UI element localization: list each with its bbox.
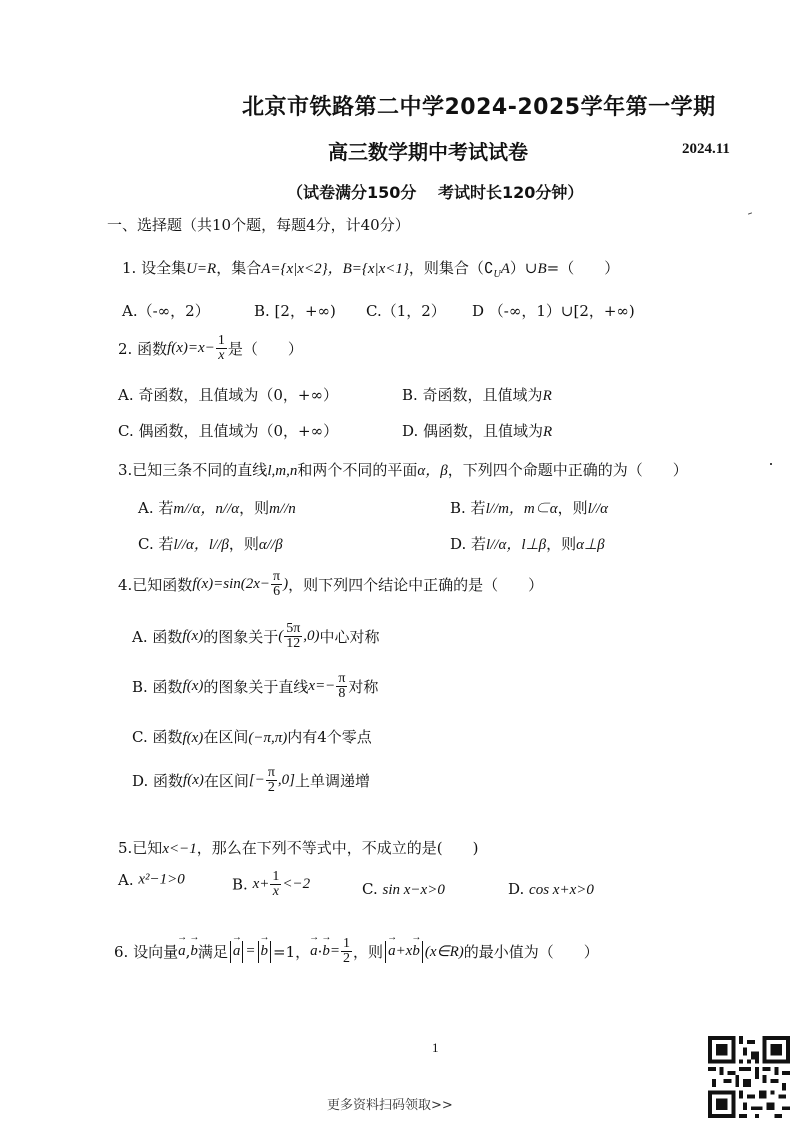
question-1-option-a: A.（-∞，2）: [122, 302, 210, 320]
question-4-option-a: A. 函数f(x)的图象关于( $\frac{5\pi}{12}$ ,0)中心对称: [132, 621, 380, 651]
question-5-option-c: C. sin x−x>0: [362, 880, 445, 898]
question-5-option-b: B. x+ $\frac{1}{x}$ <−2: [232, 869, 311, 899]
question-5-option-a: A. x²−1>0: [118, 871, 185, 889]
exam-info: （试卷满分150分 考试时长120分钟）: [287, 183, 584, 202]
question-2-stem: 2. 函数f(x)=x− $\frac{1}{x}$ 是（ ）: [118, 333, 303, 363]
question-2-option-a: A. 奇函数，且值域为（0，+∞）: [118, 386, 338, 404]
scan-speck: [770, 463, 772, 465]
footer-text: 更多资料扫码领取>>: [327, 1098, 453, 1113]
scan-speck: [748, 212, 752, 214]
question-4-option-b: B. 函数f(x)的图象关于直线x=− $\frac{\pi}{8}$ 对称: [132, 671, 379, 701]
question-3-option-c: C. 若l//α，l//β，则α//β: [138, 535, 283, 553]
question-3-stem: 3.已知三条不同的直线l,m,n和两个不同的平面α，β，下列四个命题中正确的为（ ）: [118, 461, 688, 479]
question-2-option-d: D. 偶函数，且值域为R: [402, 422, 553, 440]
exam-title: 北京市铁路第二中学2024-2025学年第一学期: [242, 95, 716, 120]
question-2-option-c: C. 偶函数，且值域为（0，+∞）: [118, 422, 339, 440]
page-number: 1: [432, 1040, 439, 1055]
question-3-option-a: A. 若m//α，n//α，则m//n: [138, 499, 296, 517]
question-6-stem: 6. 设向量→ a,→ b满足→ a =→ b =1，→ a·→ b= $\frac{1}{2}$ ，则→ a+x→ b (x∈R)的最小值为（ ）: [114, 937, 599, 966]
exam-date: 2024.11: [682, 141, 730, 157]
qr-code-icon[interactable]: [708, 1036, 790, 1118]
question-4-option-c: C. 函数f(x)在区间(−π,π)内有4个零点: [132, 728, 372, 746]
question-1-option-d: D （-∞，1）∪[2，+∞): [472, 302, 635, 320]
exam-subtitle: 高三数学期中考试试卷: [328, 140, 528, 164]
question-3-option-b: B. 若l//m，m⊂α，则l//α: [450, 499, 609, 517]
question-2-option-b: B. 奇函数，且值域为R: [402, 386, 552, 404]
question-4-option-d: D. 函数f(x)在区间[− $\frac{\pi}{2}$ ,0]上单调递增: [132, 765, 371, 795]
question-1-option-c: C.（1，2）: [366, 302, 446, 320]
question-5-option-d: D. cos x+x>0: [508, 880, 594, 898]
question-5-stem: 5.已知x<−1，那么在下列不等式中，不成立的是( ): [118, 839, 479, 857]
section-title: 一、选择题（共10个题，每题4分，计40分）: [107, 216, 410, 234]
question-1-option-b: B. [2，+∞): [254, 302, 336, 320]
question-3-option-d: D. 若l//α，l⊥β，则α⊥β: [450, 535, 605, 553]
question-4-stem: 4.已知函数f(x)=sin(2x− $\frac{\pi}{6}$ )，则下列四个结论中正确的是（ ）: [118, 569, 544, 599]
question-1-stem: 1. 设全集U=R，集合A={x|x<2}，B={x|x<1}，则集合$(∁_UA)\cup B=$（ ）: [122, 259, 620, 280]
